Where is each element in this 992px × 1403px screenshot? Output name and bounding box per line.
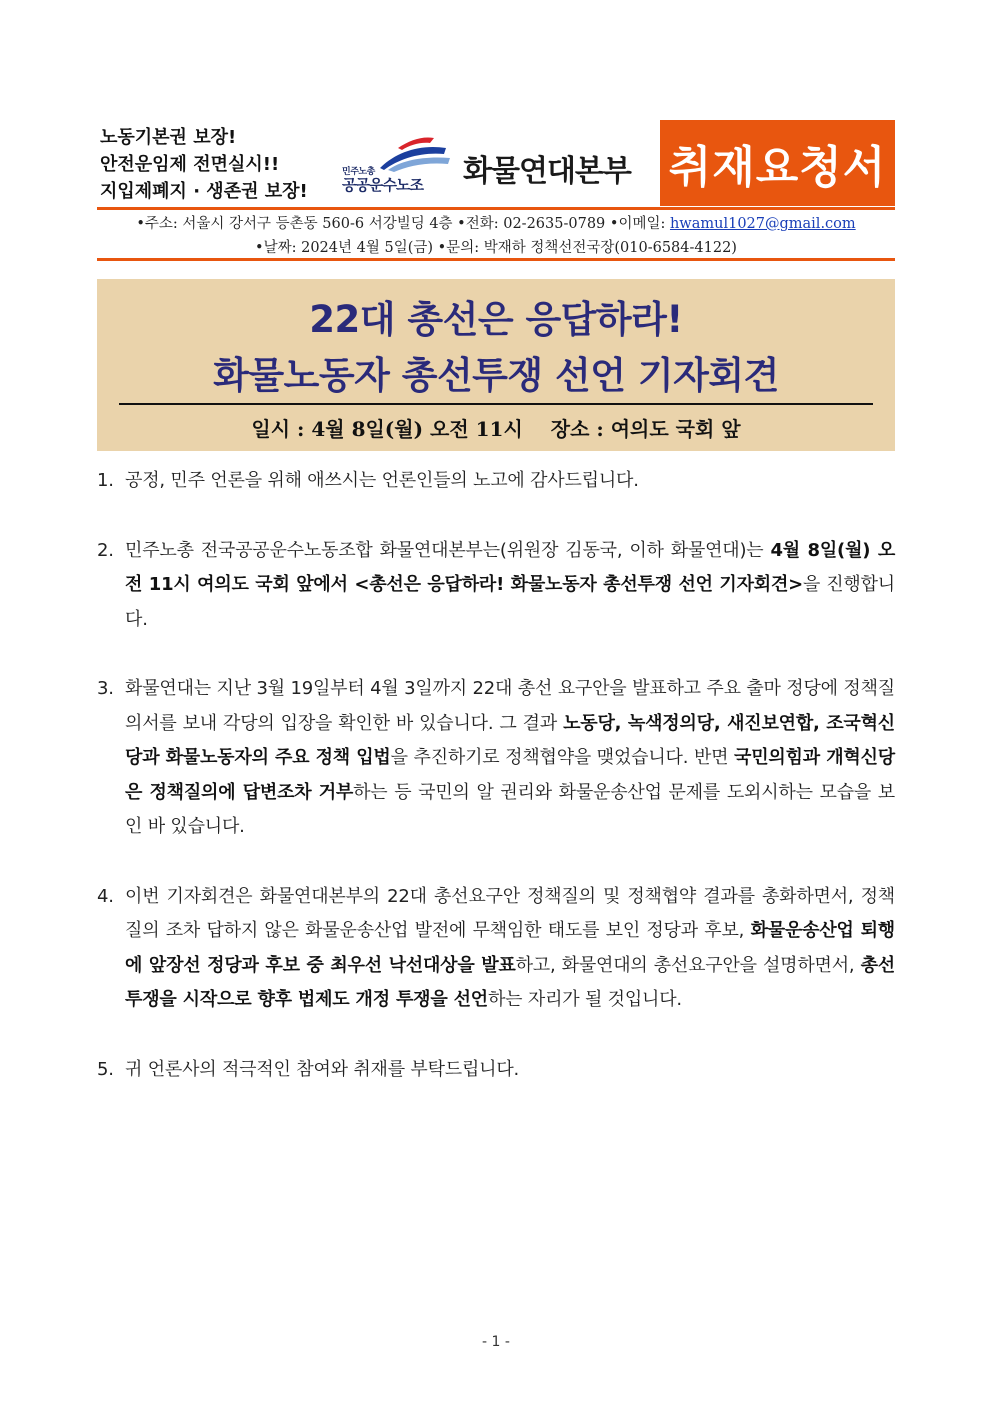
item-number: 1. [97,470,114,491]
item-number: 2. [97,539,114,561]
title-underline [119,403,873,405]
item-number: 5. [97,1058,114,1080]
union-logo [338,134,458,194]
item-number: 4. [97,885,114,907]
page-number: - 1 - [482,1334,510,1350]
item-text: 공정, 민주 언론을 위해 애쓰시는 언론인들의 노고에 감사드립니다. [125,470,639,491]
contact-divider [97,258,895,261]
item-text-bold: 총선 투쟁을 시작으로 향후 법제도 개정 투쟁을 선언 [125,954,895,1010]
slogan-2: 안전운임제 전면실시!! [100,154,280,175]
contact-line-2: •날짜: 2024년 4월 5일(금) •문의: 박재하 정책선전국장(010-6584-4122) [255,240,737,256]
doc-type-label: 취재요청서 [668,142,887,193]
list-item [97,464,895,499]
list-item [97,534,895,638]
contact-line-1 [97,212,895,233]
title-box [97,279,895,451]
header-divider [97,207,895,210]
list-item [97,880,895,1018]
logo-small-text: 민주노총 [342,167,375,177]
item-text: 민주노총 전국공공운수노동조합 화물연대본부는(위원장 김동국, 이하 화물연대)는 [125,539,771,561]
list-item [97,672,895,845]
item-text-bold: 국민의힘과 개혁신당은 정책질의에 답변조차 거부 [125,747,895,803]
request-items [97,464,895,1087]
doc-type-badge [660,120,895,206]
item-number: 3. [97,678,114,699]
item-text: 을 진행합니다. [125,574,895,630]
slogan-list [100,124,330,205]
slogan-1: 노동기본권 보장! [100,127,237,148]
event-schedule [97,413,895,442]
item-text: 귀 언론사의 적극적인 참여와 취재를 부탁드립니다. [125,1058,520,1080]
item-text: 이번 기자회견은 화물연대본부의 22대 총선요구안 정책질의 및 정책협약 결과를 총화하면서, 정책질의 조차 답하지 않은 화물운송산업 발전에 무책임한 태도를 보인 정당과 후보, [125,885,895,941]
logo-main-text: 공공운수노조 [342,176,423,194]
title-line-1: 22대 총선은 응답하라! [309,298,683,341]
contact-address-phone: •주소: 서울시 강서구 등촌동 560-6 서강빌딩 4층 •전화: 02-2635-0789 •이메일: [136,216,670,232]
item-text: 을 추진하기로 정책협약을 맺었습니다. 반면 [390,747,735,768]
item-text: 화물연대는 지난 3월 19일부터 4월 3일까지 22대 총선 요구안을 발표하고 주요 출마 정당에 정책질의서를 보내 각당의 입장을 확인한 바 있습니다. 그 결과 [125,678,895,734]
item-text-bold: 4월 8일(월) 오전 11시 여의도 국회 앞에서 <총선은 응답하라! 화물노동자 총선투쟁 선언 기자회견> [125,539,896,595]
item-text: 하고, 화물연대의 총선요구안을 설명하면서, [515,954,861,976]
event-place: 장소 : 여의도 국회 앞 [550,417,741,441]
slogan-3: 지입제폐지 · 생존권 보장! [100,181,308,202]
contact-email-link[interactable]: hwamul1027@gmail.com [669,216,856,232]
item-text: 하는 등 국민의 알 권리와 화물운송산업 문제를 도외시하는 모습을 보인 바 있습니다. [125,781,895,837]
item-text-bold: 화물운송산업 퇴행에 앞장선 정당과 후보 중 최우선 낙선대상을 발표 [125,920,895,976]
org-name: 화물연대본부 [463,154,631,189]
item-text: 하는 자리가 될 것입니다. [487,989,682,1010]
event-date: 일시 : 4월 8일(월) 오전 11시 [251,417,523,441]
item-text-bold: 노동당, 녹색정의당, 새진보연합, 조국혁신당과 화물노동자의 주요 정책 입법 [125,712,895,768]
title-line-2: 화물노동자 총선투쟁 선언 기자회견 [213,354,779,397]
list-item [97,1053,895,1088]
